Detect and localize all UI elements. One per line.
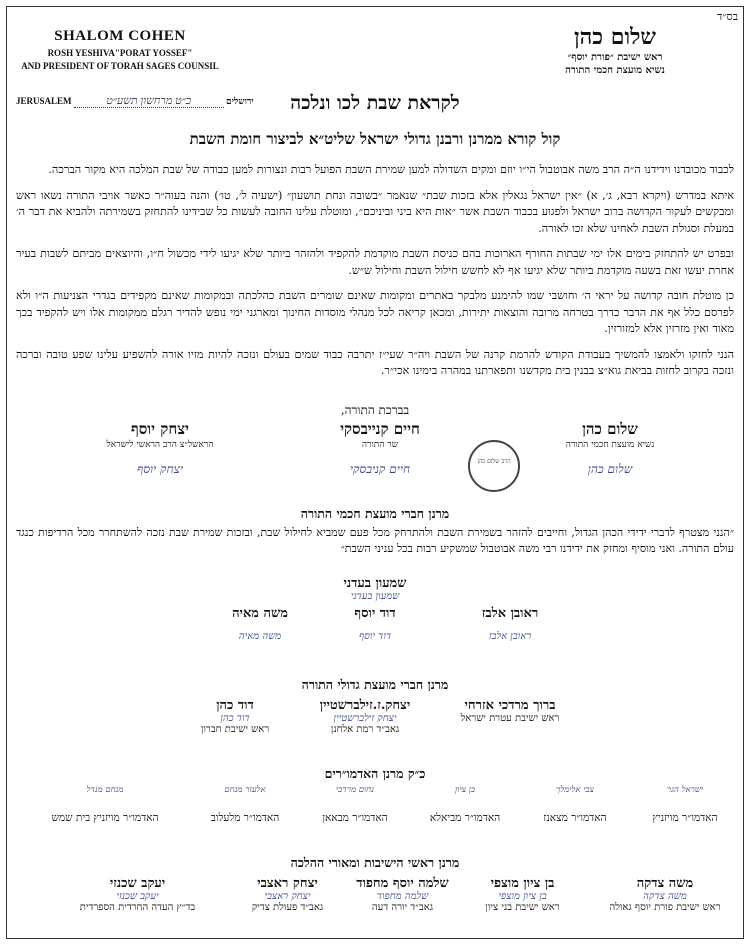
greeting: בברכת התורה, [340,403,410,417]
paragraph: לכבוד מכובדנו וידידנו ה״ה הרב משה אבוטבול הי״ו יוזם ומקים השדולה למען שמירת השבת הפועל רבות ונצורות למען כבודה של שבת המלכה היא מקור הברכה. [48,163,734,176]
signature-block [460,875,585,913]
signature-block [410,785,520,824]
signature-block [520,785,630,824]
signer-title: האדמו״ר מלעלוב [210,812,280,824]
signer-title: נשיא מועצת חכמי התורה [565,440,655,450]
handwritten-signature: יעקב שכנזי [116,891,159,902]
signer-title: שר התורה [361,440,399,450]
section-title-admorim: כ״ק מרנן האדמו״רים [324,766,426,781]
letter-body [16,162,734,389]
signature-block [230,875,345,913]
letterhead-hebrew [520,24,710,76]
signature-block [630,785,740,824]
rabbi-seal-stamp: הרב שלום כהן [468,440,520,492]
letterhead-hebrew-line1: ראש ישיבת ״פורת יוסף״ [567,52,663,63]
signer-title: ראש ישיבת בני ציון [485,902,560,913]
signature-block [30,785,180,824]
council-quote: ״הנני מצטרף לדברי ידידי הכהן הגדול, וחייבים להזהר בשמירת השבת ולהתרחק מכל פעם שמביא לחילול שבת, ובזכות שמירת שבת נזכה להשתחרר מכל הרדיפות כנגד עולם התורה. ואני מוסיף ומחזק את ידידנו רבי משה אבוטבול שמשקיע רבות בכל עניני השבת״ [16,526,734,555]
handwritten-signature: דוד כהן [220,713,250,724]
signature-block [300,605,450,642]
letterhead-hebrew-name: שלום כהן [574,24,656,50]
section-title-yeshivot: מרנן ראשי הישיבות ומאורי ההלכה [290,855,460,870]
section-title-council: מרנן חברי מועצת חכמי התורה [300,506,450,521]
city-hebrew: ירושלים [226,96,254,106]
signer-title: ראש ישיבת פורת יוסף גאולה [609,902,721,913]
signer-title: האדמו״ר מויזניץ [652,812,718,824]
letterhead-english-line1: ROSH YESHIVA"PORAT YOSSEF" [47,48,193,58]
subtitle: קול קורא ממרנן ורבנן גדולי ישראל שליט״א לביצור חומת השבת [189,130,561,148]
signer-name: שלום כהן [582,420,638,438]
city-english: JERUSALEM [16,96,72,106]
handwritten-signature: שלום כהן [587,462,633,476]
handwritten-signature: נחום מרדכי [336,785,374,795]
handwritten-signature: מנחם מנדל [86,785,124,795]
bsd-mark: בס״ד [716,10,738,23]
letterhead-english-name: SHALOM COHEN [54,28,186,44]
signer-name: חיים קנייבסקי [340,420,420,438]
signature-block [590,875,740,913]
signature-block [440,605,580,642]
signer-name: משה צדקה [636,876,694,891]
signer-name: יעקב שכנזי [109,876,166,891]
signer-name: דוד כהן [216,698,254,713]
signer-title: בד״ץ העדה החרדית הספרדית [79,902,196,913]
handwritten-signature: יצחק ראצבי [264,891,311,902]
signer-title: האדמו״ר מצאנז [543,812,607,824]
handwritten-signature: בן ציון [455,785,475,795]
signer-title: האדמו״ר מבאאן [322,812,388,824]
handwritten-signature: משה צדקה [643,891,687,902]
handwritten-signature: שמעון בעדני [350,591,400,602]
signer-name: בן ציון מוצפי [490,876,555,891]
paragraph: הנני לחזקו ולאמצו להמשיך בעבודת הקודש להרמת קרנה של השבת ויה״ר שעי״ז יתרבה כבוד שמים בעולם ונזכה להיות מזיו אורה להשפיע עלינו שפע טובה וברכה ונזכה בקרוב לחזות בביאת גוא״צ בבנין בית מקדשנו ותפארתנו במהרה בימינו אכי״ר. [16,347,734,377]
signature-block [280,420,480,477]
handwritten-signature: משה מאיה [238,631,282,642]
handwritten-signature: בן ציון מוצפי [498,891,547,902]
letterhead-english-line2: AND PRESIDENT OF TORAH SAGES COUNSIL [21,61,219,71]
handwritten-signature: צבי אלימלך [556,785,594,795]
signer-title: האדמו״ר מביאלא [429,812,501,824]
handwritten-signature: יצחק זילברשטיין [333,713,397,724]
paragraph: ובפרט יש להתחזק בימים אלו ימי שבתות החורף הארוכות בהם כניסת השבת מוקדמת להקפיד ולהזהר ביותר שלא יגיעו לידי מכשול ח״ו, והיוצאים מביתם לשבות בעיר אחרת יעשו זאת בשעה מוקדמת ביותר שלא יגיעו אף לא לחשש חילול השבת וחילול ש״ש. [16,247,734,277]
signer-title: הראשל״צ הרב הראשי לישראל [106,440,214,450]
signature-block [430,697,590,724]
signature-block [300,575,450,602]
handwritten-signature: חיים קניבסקי [349,462,411,476]
paragraph: איתא במדרש (ויקרא רבא, ג׳, א) ״אין ישראל נגאלין אלא בזכות שבת״ שנאמר ״בשובה ונחת תושעון״ (ישעיה ל׳, טו׳) והנה בעוה״ר כאשר אויבי התורה נשאו ראש ומבקשים לעקור הקדושה ברוב ישראל ולפגוע בכבוד השבת אשר ״אות היא ביני וביניכם״, ומוטלת עלינו החובה לעשות כל שבידינו להתחזק בשמירתה ולהביא את דבר ה׳ במעלת וסגולת השבת לאחינו שלא זכו לאורה. [16,188,734,235]
letterhead-hebrew-line2: נשיא מועצת חכמי התורה [565,65,665,76]
signer-title: ראש ישיבת עטרת ישראל [460,713,560,724]
signature-block [290,697,440,735]
signature-block [300,785,410,824]
handwritten-signature: דוד יוסף [358,631,392,642]
signer-name: שמעון בעדני [343,576,407,591]
signature-block [510,420,710,477]
signature-block [190,785,300,824]
signature-block [200,605,320,642]
signer-title: גאב״ד יורה דעה [371,902,434,913]
handwritten-signature: שלמה מחפוד [376,891,429,902]
signer-title: ראש ישיבת חברון [200,724,270,735]
signer-name: יצחק ראצבי [257,876,318,891]
signer-title: האדמו״ר מויזניץ בית שמש [51,812,159,824]
signer-name: דוד יוסף [354,606,396,621]
handwritten-signature: ראובן אלבז [488,631,532,642]
paragraph: כן מוטלת חובה קדושה על יראי ה׳ וחושבי שמו להימנע מלבקר באתרים ומקומות שאינם שומרים השבת כהלכתה ובמקומות שאינם מקפידים בגדרי הצניעות ה״ו ולא לפרסם כלל אף את הדבר כדרך בטרחה מרובה והוצאות יתירות, ומכאן קריאה לכל מנהלי מוסדות החינוך ומארגני ימי נופש להדיר רגלם ממקומות אלו ויש להקפיד בכך מאוד ואין מזרזין אלא למזורזין. [16,289,734,335]
signer-title: גאב״ד רמת אלחנן [330,724,400,735]
signature-block [50,875,225,913]
signer-name: שלמה יוסף מחפוד [356,876,449,891]
handwritten-date: כ״ט מרחשון תשע״ט [74,95,224,108]
signer-name: יצחק.ז.זילברשטיין [319,698,411,713]
signer-name: יצחק יוסף [131,420,189,438]
handwritten-signature: אלעזר מנחם [224,785,266,795]
signer-title: גאב״ד פעולת צדיק [251,902,324,913]
main-title: לקראת שבת לכו ונלכה [290,92,460,114]
handwritten-signature: יצחק יוסף [136,462,184,476]
handwritten-signature: ישראל הגר [666,785,704,795]
signer-name: ראובן אלבז [481,606,539,621]
section-title-gedolim: מרנן חברי מועצת גדולי התורה [301,677,449,692]
signature-block [345,875,460,913]
signature-block [60,420,260,477]
letterhead-english [20,28,220,71]
signature-block [175,697,295,735]
signer-name: משה מאיה [232,606,288,621]
signer-name: ברוך מרדכי אזרחי [464,698,556,713]
